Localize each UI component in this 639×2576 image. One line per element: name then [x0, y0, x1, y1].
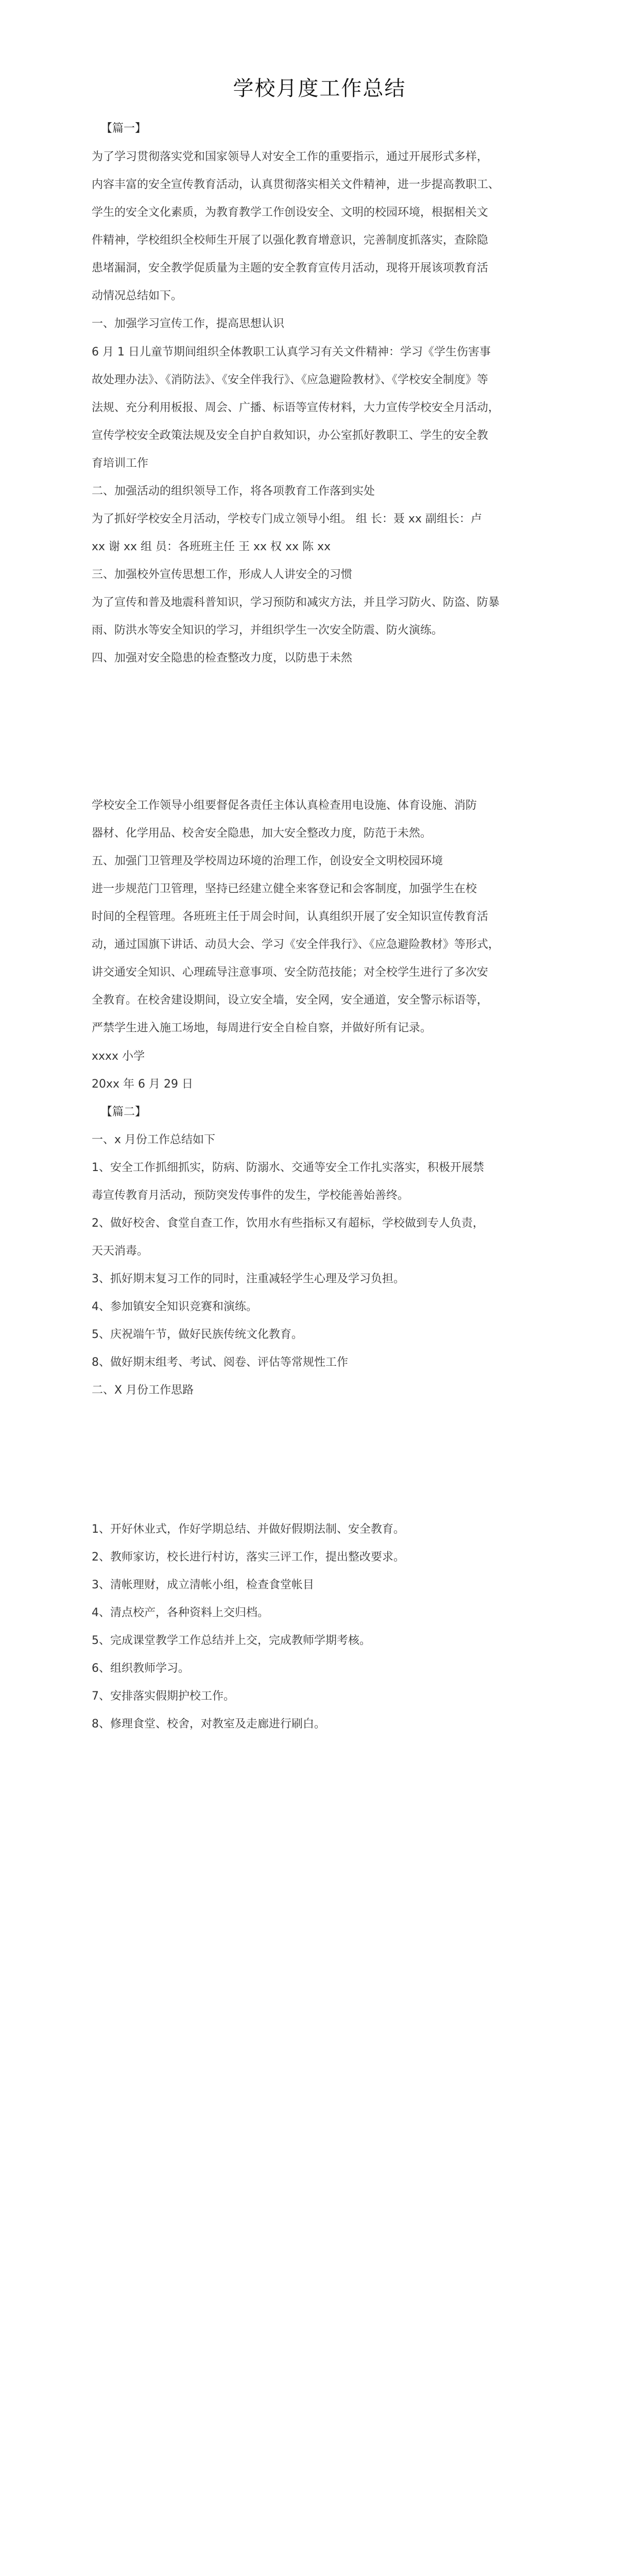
- section-heading: 【篇二】: [101, 1106, 147, 1118]
- text-line: 为了学习贯彻落实党和国家领导人对安全工作的重要指示，通过开展形式多样，: [92, 150, 489, 163]
- text-line: 天天消毒。: [92, 1245, 149, 1258]
- text-line: 6、组织教师学习。: [92, 1662, 189, 1675]
- text-line: xxxx 小学: [92, 1050, 145, 1063]
- text-line: 三、加强校外宣传思想工作，形成人人讲安全的习惯: [92, 568, 353, 581]
- text-line: 动情况总结如下。: [92, 290, 183, 302]
- text-line: 2、教师家访，校长进行村访，落实三评工作，提出整改要求。: [92, 1551, 405, 1564]
- text-line: 为了抓好学校安全月活动，学校专门成立领导小组。 组 长：聂 xx 副组长：卢: [92, 513, 482, 526]
- text-line: 4、清点校产，各种资料上交归档。: [92, 1606, 269, 1619]
- text-line: 育培训工作: [92, 457, 149, 470]
- text-line: 6 月 1 日儿童节期间组织全体教职工认真学习有关文件精神：学习《学生伤害事: [92, 346, 491, 359]
- text-line: 五、加强门卫管理及学校周边环境的治理工作，创设安全文明校园环境: [92, 855, 443, 868]
- text-line: 动，通过国旗下讲话、动员大会、学习《安全伴我行》、《应急避险教材》等形式，: [92, 938, 500, 951]
- text-line: 四、加强对安全隐患的检查整改力度，以防患于未然: [92, 652, 353, 665]
- text-line: 8、修理食堂、校舍，对教室及走廊进行刷白。: [92, 1718, 325, 1731]
- text-line: 讲交通安全知识、心理疏导注意事项、安全防范技能；对全校学生进行了多次安: [92, 966, 489, 979]
- text-line: 学校安全工作领导小组要督促各责任主体认真检查用电设施、体育设施、消防: [92, 799, 477, 812]
- text-line: 全教育。在校舍建设期间，设立安全墙，安全网，安全通道，安全警示标语等，: [92, 994, 489, 1007]
- text-line: 时间的全程管理。各班班主任于周会时间，认真组织开展了安全知识宣传教育活: [92, 910, 489, 923]
- text-line: 故处理办法》、《消防法》、《安全伴我行》、《应急避险教材》、《学校安全制度》等: [92, 374, 489, 386]
- text-line: 4、参加镇安全知识竞赛和演练。: [92, 1300, 257, 1313]
- text-line: 7、安排落实假期护校工作。: [92, 1690, 235, 1703]
- section-heading: 【篇一】: [101, 122, 147, 135]
- text-line: 20xx 年 6 月 29 日: [92, 1078, 193, 1091]
- text-line: 件精神，学校组织全校师生开展了以强化教育增意识，完善制度抓落实，查除隐: [92, 234, 489, 247]
- text-line: 3、抓好期末复习工作的同时，注重减轻学生心理及学习负担。: [92, 1273, 405, 1285]
- text-line: 1、开好休业式，作好学期总结、并做好假期法制、安全教育。: [92, 1523, 405, 1536]
- text-line: 毒宣传教育月活动，预防突发传事件的发生，学校能善始善终。: [92, 1189, 409, 1202]
- text-line: 二、加强活动的组织领导工作，将各项教育工作落到实处: [92, 485, 375, 498]
- text-line: xx 谢 xx 组 员：各班班主任 王 xx 权 xx 陈 xx: [92, 540, 331, 553]
- page-title: 学校月度工作总结: [233, 77, 406, 100]
- text-line: 5、庆祝端午节，做好民族传统文化教育。: [92, 1328, 303, 1341]
- text-line: 宣传学校安全政策法规及安全自护自救知识，办公室抓好教职工、学生的安全教: [92, 429, 489, 442]
- text-line: 二、X 月份工作思路: [92, 1384, 194, 1397]
- text-line: 雨、防洪水等安全知识的学习，并组织学生一次安全防震、防火演练。: [92, 624, 443, 637]
- text-line: 1、安全工作抓细抓实，防病、防溺水、交通等安全工作扎实落实，积极开展禁: [92, 1161, 484, 1174]
- text-line: 进一步规范门卫管理，坚持已经建立健全来客登记和会客制度，加强学生在校: [92, 883, 477, 895]
- text-line: 3、清帐理财，成立清帐小组，检查食堂帐目: [92, 1579, 314, 1591]
- text-line: 内容丰富的安全宣传教育活动，认真贯彻落实相关文件精神，进一步提高教职工、: [92, 178, 500, 191]
- text-line: 患堵漏洞，安全教学促质量为主题的安全教育宣传月活动，现将开展该项教育活: [92, 262, 489, 275]
- text-line: 为了宣传和普及地震科普知识，学习预防和减灾方法，并且学习防火、防盗、防暴: [92, 596, 500, 609]
- text-line: 学生的安全文化素质，为教育教学工作创设安全、文明的校园环境，根据相关文: [92, 206, 489, 219]
- text-line: 法规、充分利用板报、周会、广播、标语等宣传材料，大力宣传学校安全月活动，: [92, 401, 500, 414]
- text-line: 2、做好校舍、食堂自查工作，饮用水有些指标又有超标，学校做到专人负责，: [92, 1217, 484, 1230]
- text-line: 一、x 月份工作总结如下: [92, 1133, 216, 1146]
- text-line: 8、做好期末组考、考试、阅卷、评估等常规性工作: [92, 1356, 348, 1369]
- text-line: 一、加强学习宣传工作，提高思想认识: [92, 317, 285, 330]
- text-line: 器材、化学用品、校舍安全隐患，加大安全整改力度，防范于未然。: [92, 827, 432, 840]
- text-line: 5、完成课堂教学工作总结并上交，完成教师学期考核。: [92, 1634, 371, 1647]
- text-line: 严禁学生进入施工场地，每周进行安全自检自察，并做好所有记录。: [92, 1022, 432, 1035]
